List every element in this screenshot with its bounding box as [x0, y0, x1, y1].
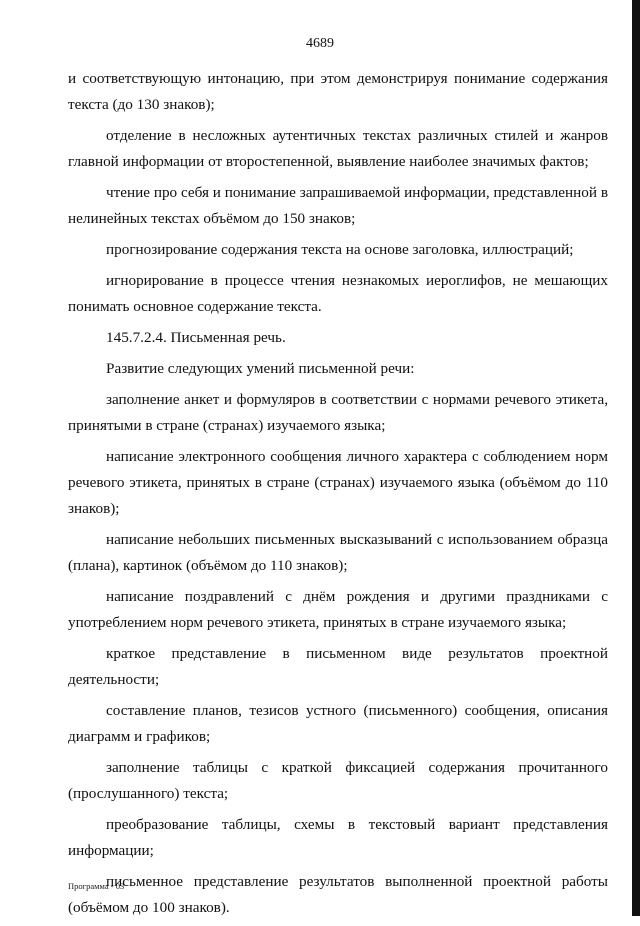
document-body: [68, 66, 608, 926]
list-item-short-statements: написание небольших письменных высказываний с использованием образца (плана), картинок (объёмом до 110 знаков);: [68, 531, 608, 574]
paragraph-main-info: отделение в несложных аутентичных текстах различных стилей и жанров главной информации от второстепенной, выявление наиболее значимых фактов;: [68, 127, 608, 170]
paragraph-writing-skills-intro: Развитие следующих умений письменной речи:: [106, 360, 415, 377]
paragraph-silent-reading: чтение про себя и понимание запрашиваемой информации, представленной в нелинейных текстах объёмом до 150 знаков;: [68, 184, 608, 227]
paragraph-prediction: прогнозирование содержания текста на основе заголовка, иллюстраций;: [106, 241, 574, 258]
scan-edge: [632, 0, 640, 916]
paragraph-intonation: и соответствующую интонацию, при этом демонстрируя понимание содержания текста (до 130 знаков);: [68, 70, 608, 113]
paragraph-ignoring-hieroglyphs: игнорирование в процессе чтения незнакомых иероглифов, не мешающих понимать основное содержание текста.: [68, 272, 608, 315]
list-item-plans-theses: составление планов, тезисов устного (письменного) сообщения, описания диаграмм и графиков;: [68, 702, 608, 745]
list-item-greetings: написание поздравлений с днём рождения и другими праздниками с употреблением норм речевого этикета, принятых в стране изучаемого языка;: [68, 588, 608, 631]
page-footer: Программа - 03: [68, 881, 125, 891]
list-item-email: написание электронного сообщения личного характера с соблюдением норм речевого этикета, принятых в стране (странах) изучаемого языка (объёмом до 110 знаков);: [68, 448, 608, 517]
list-item-table-conversion: преобразование таблицы, схемы в текстовый вариант представления информации;: [68, 816, 608, 859]
list-item-project-results: письменное представление результатов выполненной проектной работы (объёмом до 100 знаков).: [68, 873, 608, 916]
section-heading-writing: 145.7.2.4. Письменная речь.: [106, 329, 286, 346]
page-number: 4689: [306, 36, 334, 51]
list-item-forms: заполнение анкет и формуляров в соответствии с нормами речевого этикета, принятыми в стране (странах) изучаемого языка;: [68, 391, 608, 434]
list-item-project-summary: краткое представление в письменном виде результатов проектной деятельности;: [68, 645, 608, 688]
list-item-table-filling: заполнение таблицы с краткой фиксацией содержания прочитанного (прослушанного) текста;: [68, 759, 608, 802]
